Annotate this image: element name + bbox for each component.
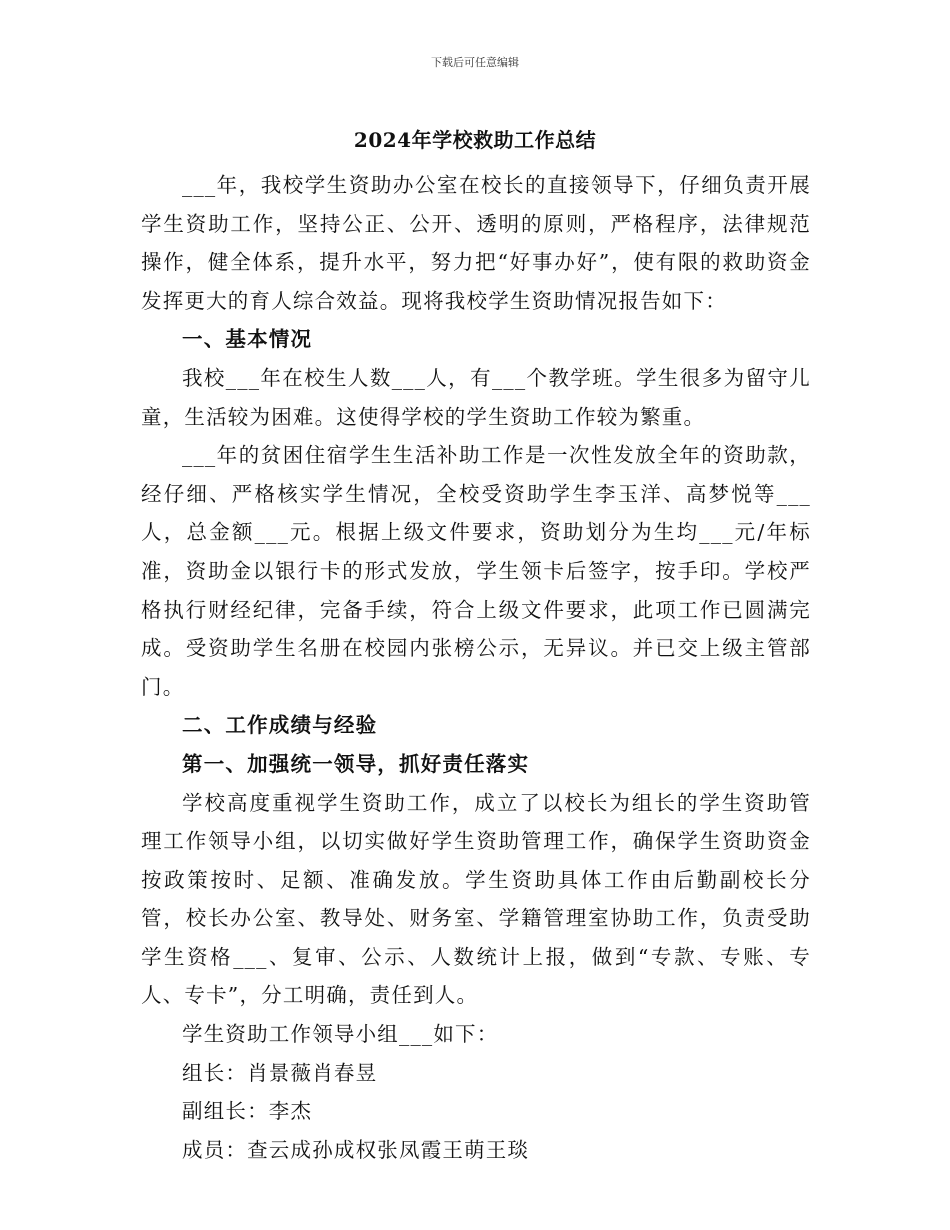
section-2-subheading-1: 第一、加强统一领导，抓好责任落实 <box>182 751 530 776</box>
group-intro-line: 学生资助工作领导小组___如下： <box>182 1022 499 1047</box>
group-vice-leader-line: 副组长：李杰 <box>182 1099 313 1124</box>
intro-paragraph: ___年，我校学生资助办公室在校长的直接领导下，仔细负责开展学生资助工作，坚持公正、公开、透明的原则，严格程序，法律规范操作，健全体系，提升水平，努力把“好事办好”，使有限的救助资金发挥更大的育人综合效益。现将我校学生资助情况报告如下： <box>141 173 811 313</box>
section-1-heading: 一、基本情况 <box>182 327 313 352</box>
page-header-note: 下载后可任意编辑 <box>431 56 519 69</box>
section-2-heading: 二、工作成绩与经验 <box>182 713 378 738</box>
section-2-paragraph-1: 学校高度重视学生资助工作，成立了以校长为组长的学生资助管理工作领导小组，以切实做好学生资助管理工作，确保学生资助资金按政策按时、足额、准确发放。学生资助具体工作由后勤副校长分管，校长办公室、教导处、财务室、学籍管理室协助工作，负责受助学生资格___、复审、公示、人数统计上报，做到“专款、专账、专人、专卡”，分工明确，责任到人。 <box>141 790 811 1008</box>
section-1-paragraph-1: 我校___年在校生人数___人，有___个教学班。学生很多为留守儿童，生活较为困难。这使得学校的学生资助工作较为繁重。 <box>141 365 811 429</box>
group-leader-line: 组长：肖景薇肖春昱 <box>182 1060 378 1085</box>
document-title: 2024年学校救助工作总结 <box>353 128 597 152</box>
document-body <box>141 166 811 1169</box>
section-1-paragraph-2: ___年的贫困住宿学生生活补助工作是一次性发放全年的资助款，经仔细、严格核实学生情况，全校受资助学生李玉洋、高梦悦等___人，总金额___元。根据上级文件要求，资助划分为生均___元/年标准，资助金以银行卡的形式发放，学生领卡后签字，按手印。学校严格执行财经纪律，完备手续，符合上级文件要求，此项工作已圆满完成。受资助学生名册在校园内张榜公示，无异议。并已交上级主管部门。 <box>141 443 811 699</box>
group-members-line: 成员：查云成孙成权张凤霞王萌王琰 <box>182 1137 530 1162</box>
